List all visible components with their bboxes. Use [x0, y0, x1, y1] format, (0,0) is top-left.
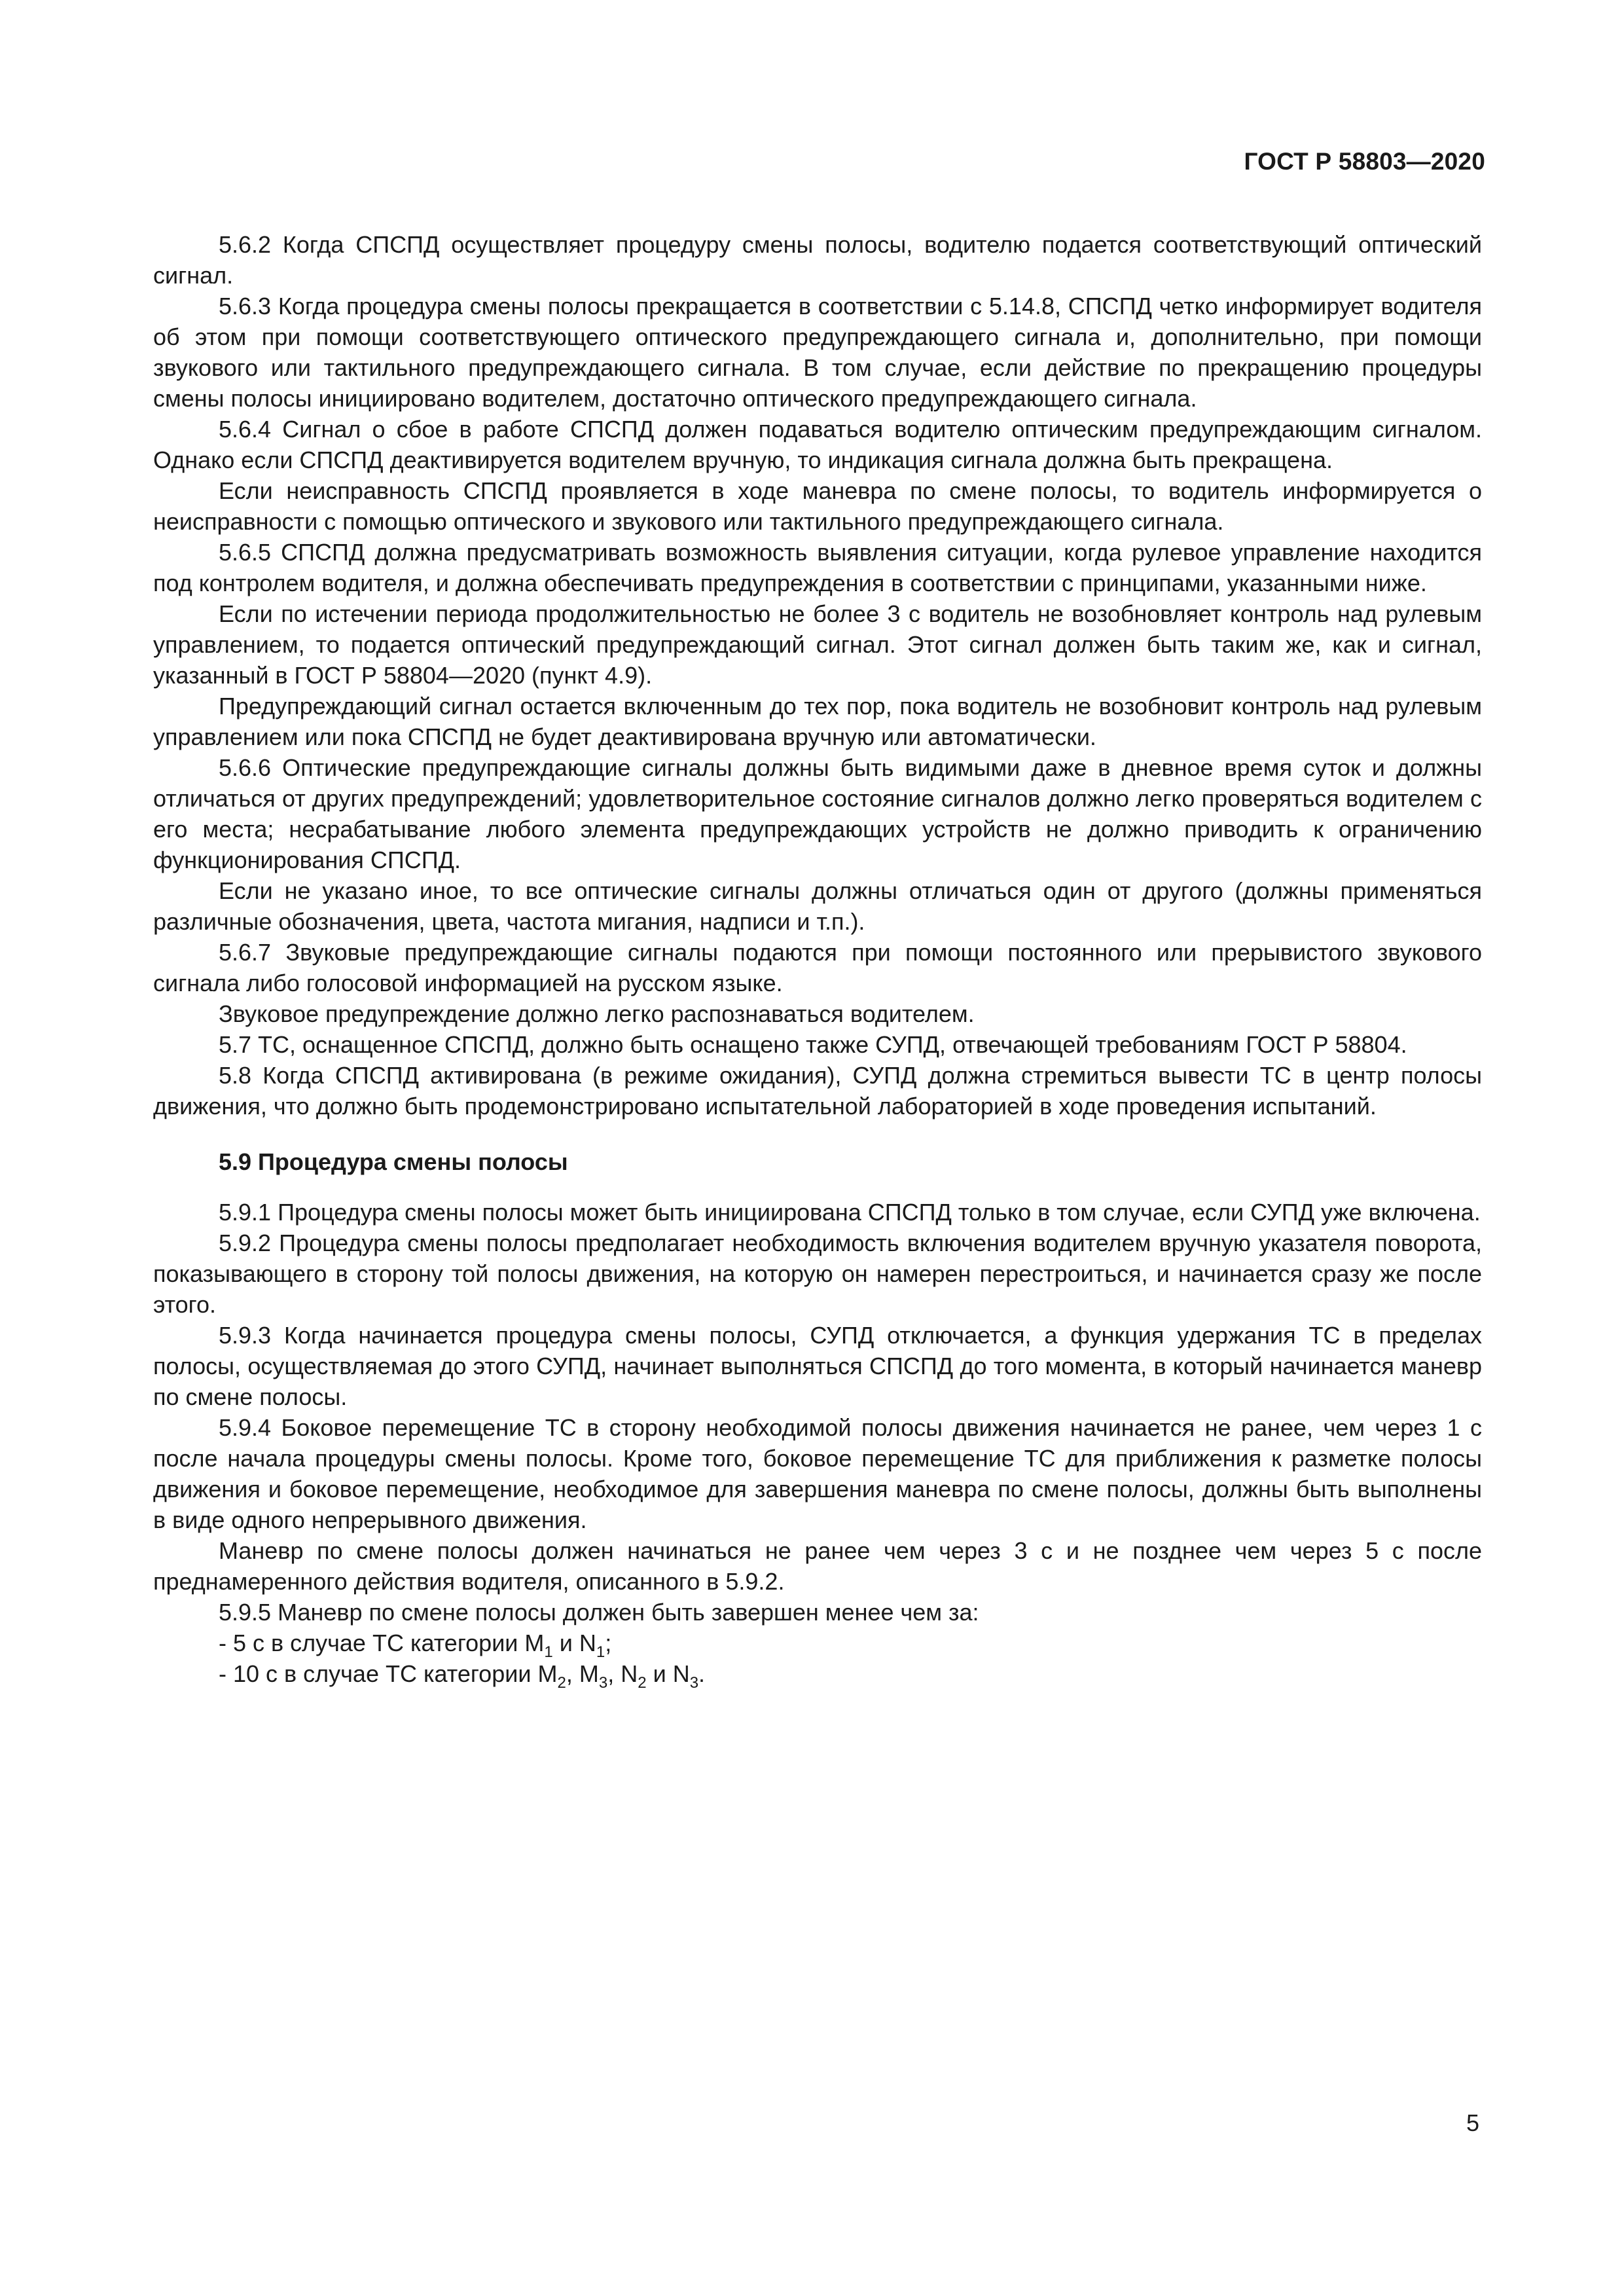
paragraph: 5.9.1 Процедура смены полосы может быть инициирована СПСПД только в том случае, если СУПД уже включена. — [219, 1199, 1481, 1226]
document-body — [153, 229, 1482, 1692]
category-symbol: N — [621, 1660, 638, 1687]
paragraph: 5.9.4 Боковое перемещение ТС в сторону необходимой полосы движения начинается не ранее, чем через 1 с после начала процедуры смены полосы. Кроме того, боковое перемещение ТС для приближения к разметке полосы движения и боковое перемещение, необходимое для завершения маневра по смене полосы, должны быть выполнены в виде одного непрерывного движения. — [153, 1414, 1482, 1533]
paragraph: Маневр по смене полосы должен начинаться не ранее чем через 3 с и не позднее чем через 5 с после преднамеренного действия водителя, описанного в 5.9.2. — [153, 1537, 1482, 1595]
document-code: ГОСТ Р 58803—2020 — [1244, 148, 1485, 175]
list-item-text: , — [607, 1660, 621, 1687]
list-item-text: и — [552, 1630, 579, 1656]
paragraph: 5.6.7 Звуковые предупреждающие сигналы подаются при помощи постоянного или прерывистого звукового сигнала либо голосовой информацией на русском языке. — [153, 939, 1482, 996]
list-item-text: ; — [605, 1630, 612, 1656]
category-subscript: 3 — [598, 1674, 608, 1692]
list-item — [153, 1628, 1482, 1661]
paragraph: 5.9.5 Маневр по смене полосы должен быть завершен менее чем за: — [219, 1599, 979, 1626]
paragraph: 5.6.3 Когда процедура смены полосы прекращается в соответствии с 5.14.8, СПСПД четко информирует водителя об этом при помощи соответствующего оптического предупреждающего сигнала и, дополнительно, при помощи звукового или тактильного предупреждающего сигнала. В том случае, если действие по прекращению процедуры смены полосы инициировано водителем, достаточно оптического предупреждающего сигнала. — [153, 293, 1482, 412]
list-item-text: - 5 с в случае ТС категории — [219, 1630, 525, 1656]
category-subscript: 3 — [689, 1674, 699, 1692]
paragraph: Звуковое предупреждение должно легко распознаваться водителем. — [219, 1000, 975, 1027]
paragraph: 5.6.6 Оптические предупреждающие сигналы должны быть видимыми даже в дневное время суток и должны отличаться от других предупреждений; удовлетворительное состояние сигналов должно легко проверяться водителем с его места; несрабатывание любого элемента предупреждающих устройств не должно приводить к ограничению функционирования СПСПД. — [153, 754, 1482, 873]
paragraph: 5.6.4 Сигнал о сбое в работе СПСПД должен подаваться водителю оптическим предупреждающим сигналом. Однако если СПСПД деактивируется водителем вручную, то индикация сигнала должна быть прекращена. — [153, 416, 1482, 473]
paragraph: 5.9.2 Процедура смены полосы предполагает необходимость включения водителем вручную указателя поворота, показывающего в сторону той полосы движения, на которую он намерен перестроиться, и начинается сразу же после этого. — [153, 1230, 1482, 1318]
category-subscript: 1 — [544, 1643, 553, 1661]
paragraph: 5.6.2 Когда СПСПД осуществляет процедуру смены полосы, водителю подается соответствующий оптический сигнал. — [153, 231, 1482, 289]
category-subscript: 1 — [596, 1643, 605, 1661]
section-heading: 5.9 Процедура смены полосы — [219, 1148, 568, 1175]
list-item — [153, 1658, 1482, 1692]
category-subscript: 2 — [557, 1674, 566, 1692]
paragraph: Предупреждающий сигнал остается включенным до тех пор, пока водитель не возобновит контроль над рулевым управлением или пока СПСПД не будет деактивирована вручную или автоматически. — [153, 693, 1482, 750]
category-subscript: 2 — [638, 1674, 647, 1692]
paragraph: Если по истечении периода продолжительностью не более 3 с водитель не возобновляет контроль над рулевым управлением, то подается оптический предупреждающий сигнал. Этот сигнал должен быть таким же, как и сигнал, указанный в ГОСТ Р 58804—2020 (пункт 4.9). — [153, 600, 1482, 689]
category-symbol: N — [672, 1660, 690, 1687]
category-symbol: M — [524, 1630, 545, 1656]
paragraph: 5.7 ТС, оснащенное СПСПД, должно быть оснащено также СУПД, отвечающей требованиям ГОСТ Р 58804. — [219, 1031, 1407, 1058]
paragraph: Если не указано иное, то все оптические сигналы должны отличаться один от другого (должны применяться различные обозначения, цвета, частота мигания, надписи и т.п.). — [153, 877, 1482, 935]
list-item-text: . — [698, 1660, 706, 1687]
paragraph: 5.8 Когда СПСПД активирована (в режиме ожидания), СУПД должна стремиться вывести ТС в центр полосы движения, что должно быть продемонстрировано испытательной лабораторией в ходе проведения испытаний. — [153, 1062, 1482, 1120]
list-item-text: и — [646, 1660, 673, 1687]
paragraph: 5.9.3 Когда начинается процедура смены полосы, СУПД отключается, а функция удержания ТС в пределах полосы, осуществляемая до этого СУПД, начинает выполняться СПСПД до того момента, в который начинается маневр по смене полосы. — [153, 1322, 1482, 1410]
category-symbol: N — [579, 1630, 596, 1656]
list-item-text: - 10 с в случае ТС категории — [219, 1660, 538, 1687]
page-number: 5 — [1466, 2109, 1479, 2136]
paragraph: 5.6.5 СПСПД должна предусматривать возможность выявления ситуации, когда рулевое управление находится под контролем водителя, и должна обеспечивать предупреждения в соответствии с принципами, указанными ниже. — [153, 539, 1482, 596]
category-symbol: M — [579, 1660, 599, 1687]
paragraph: Если неисправность СПСПД проявляется в ходе маневра по смене полосы, то водитель информируется о неисправности с помощью оптического и звукового или тактильного предупреждающего сигнала. — [153, 477, 1482, 535]
list-item-text: , — [566, 1660, 579, 1687]
category-symbol: M — [537, 1660, 558, 1687]
